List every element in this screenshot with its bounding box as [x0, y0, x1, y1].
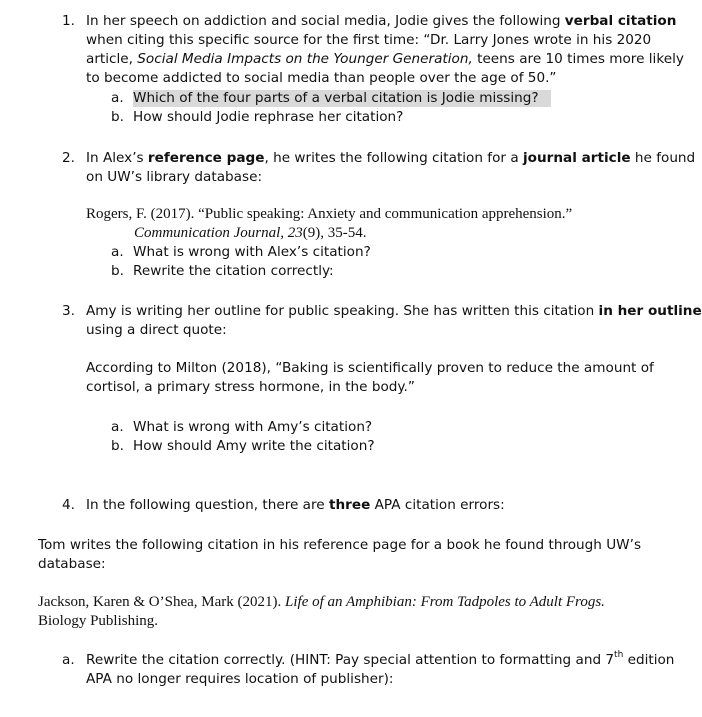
- q4-a-line-1: Rewrite the citation correctly. (HINT: Pay special attention to formatting and 7th edition: [86, 650, 675, 668]
- q3-b-text: How should Amy write the citation?: [133, 438, 375, 454]
- q3-b-label: b.: [111, 438, 124, 454]
- highlighted-text: Which of the four parts of a verbal citation is Jodie missing?: [133, 90, 551, 107]
- q2-b-label: b.: [111, 263, 124, 279]
- q1-line-2: when citing this specific source for the first time: “Dr. Larry Jones wrote in his 2020: [86, 32, 652, 48]
- q1-b-text: How should Jodie rephrase her citation?: [133, 109, 404, 125]
- q1-line-1: In her speech on addiction and social media, Jodie gives the following verbal citation: [86, 13, 677, 29]
- q3-quote-line-2: cortisol, a primary stress hormone, in the body.”: [86, 379, 415, 395]
- q4-paragraph-line-1: Tom writes the following citation in his reference page for a book he found through UW’s: [38, 537, 642, 553]
- q4-a-line-2: APA no longer requires location of publisher):: [86, 671, 394, 687]
- q2-line-1: In Alex’s reference page, he writes the following citation for a journal article he found: [86, 150, 696, 166]
- q4-line-1: In the following question, there are three APA citation errors:: [86, 497, 505, 513]
- q1-line-3: article, Social Media Impacts on the Younger Generation, teens are 10 times more likely: [86, 51, 684, 67]
- q2-b-text: Rewrite the citation correctly:: [133, 263, 334, 279]
- q2-line-2: on UW’s library database:: [86, 169, 263, 185]
- q3-line-2: using a direct quote:: [86, 322, 227, 338]
- q1-a-text: [133, 89, 551, 108]
- q1-number: 1.: [62, 13, 75, 29]
- q4-number: 4.: [62, 497, 75, 513]
- q3-quote-line-1: According to Milton (2018), “Baking is scientifically proven to reduce the amount of: [86, 360, 654, 376]
- q4-a-label: a.: [62, 652, 75, 668]
- q4-paragraph-line-2: database:: [38, 556, 106, 572]
- q2-number: 2.: [62, 150, 75, 166]
- q2-citation-line-1: Rogers, F. (2017). “Public speaking: Anxiety and communication apprehension.”: [86, 206, 573, 222]
- q3-a-text: What is wrong with Amy’s citation?: [133, 419, 373, 435]
- q2-a-text: What is wrong with Alex’s citation?: [133, 244, 371, 260]
- q1-a-label: a.: [111, 90, 124, 106]
- q4-citation-line-2: Biology Publishing.: [38, 613, 159, 629]
- q2-citation-line-2: Communication Journal, 23(9), 35-54.: [134, 225, 367, 241]
- q1-line-4: to become addicted to social media than people over the age of 50.”: [86, 70, 557, 86]
- q3-line-1: Amy is writing her outline for public speaking. She has written this citation in her outline: [86, 303, 702, 319]
- q4-citation-line-1: Jackson, Karen & O’Shea, Mark (2021). Life of an Amphibian: From Tadpoles to Adult Frogs.: [38, 594, 605, 610]
- q3-a-label: a.: [111, 419, 124, 435]
- q1-b-label: b.: [111, 109, 124, 125]
- q3-number: 3.: [62, 303, 75, 319]
- q2-a-label: a.: [111, 244, 124, 260]
